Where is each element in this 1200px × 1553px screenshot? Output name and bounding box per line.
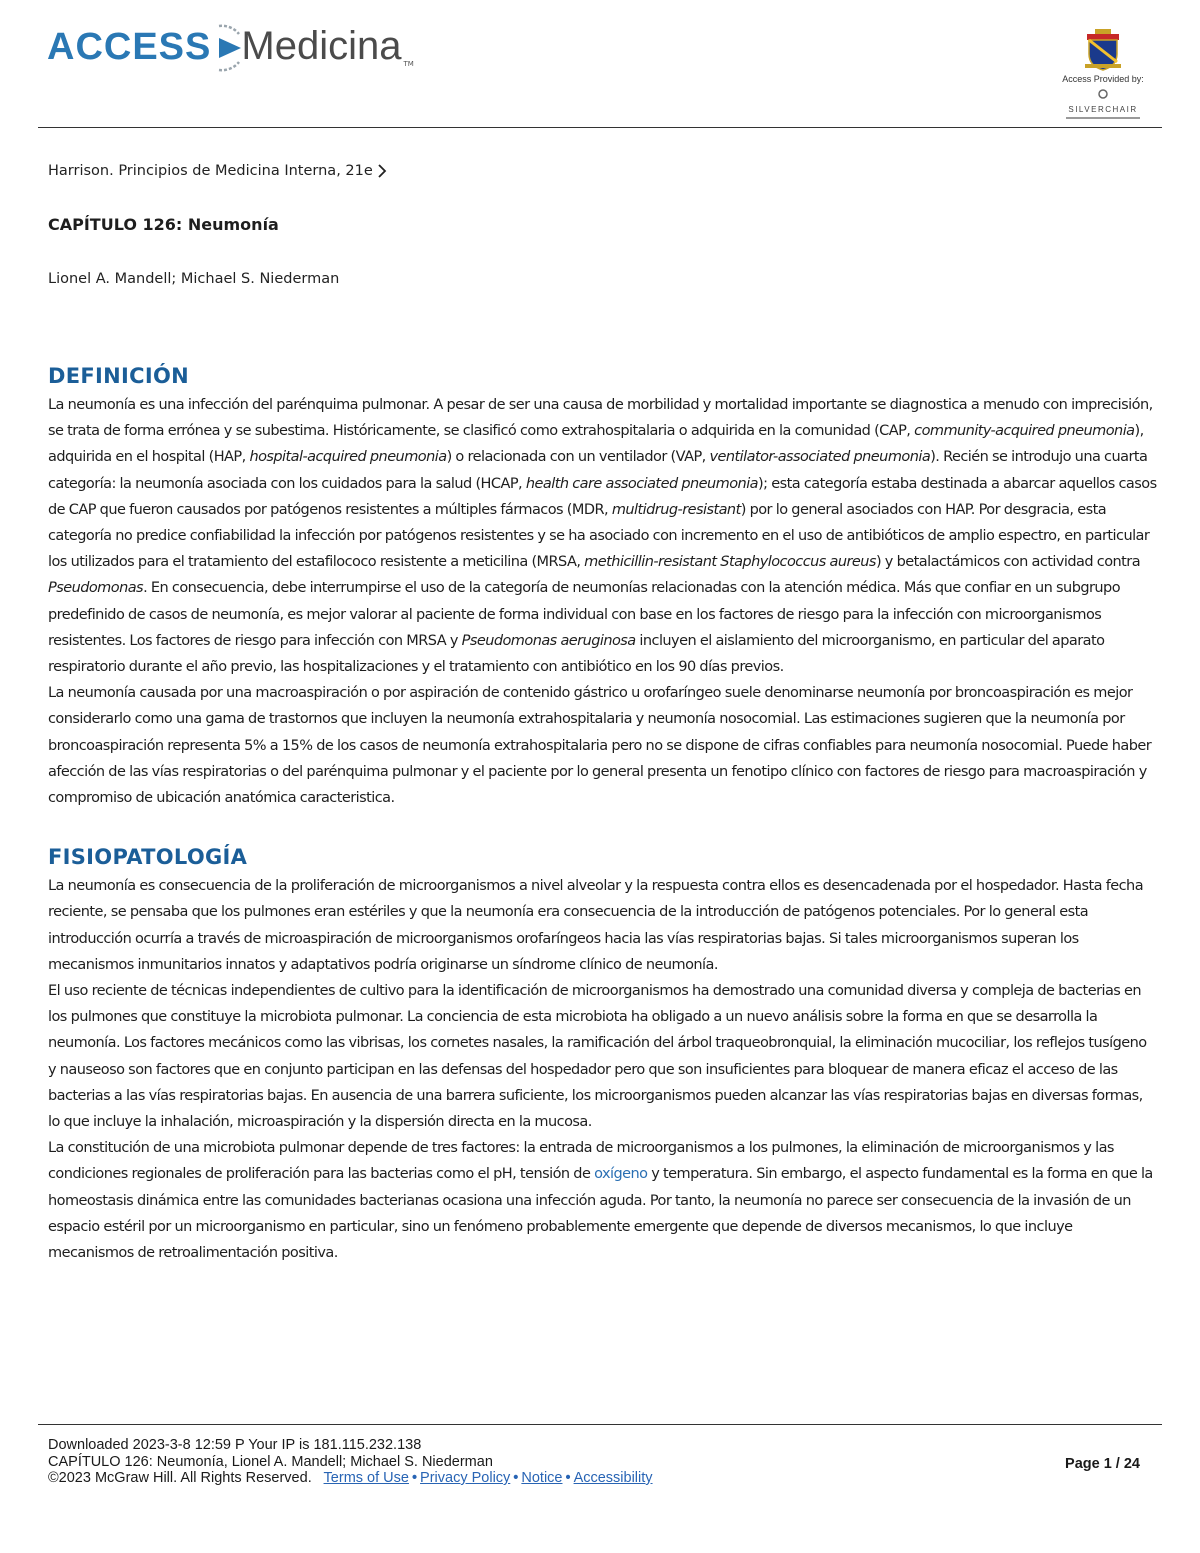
provided-by-label: Access Provided by: bbox=[1062, 74, 1144, 84]
access-provider bbox=[1046, 28, 1160, 120]
footer-divider bbox=[38, 1424, 1162, 1425]
link-separator: • bbox=[513, 1470, 519, 1486]
chapter-content bbox=[48, 155, 1158, 1266]
link-separator: • bbox=[565, 1470, 571, 1486]
chapter-authors: Lionel A. Mandell; Michael S. Niederman bbox=[48, 271, 340, 287]
chevron-right-icon bbox=[377, 163, 387, 179]
page-number: Page 1 / 24 bbox=[1065, 1456, 1140, 1472]
silverchair-icon bbox=[1097, 89, 1109, 99]
page-header bbox=[0, 0, 1200, 128]
definicion-paragraph-1: La neumonía es una infección del parénquima pulmonar. A pesar de ser una causa de morbilidad y mortalidad importante se diagnostica a menudo con imprecisión, se trata de forma errónea y se subestima. Históricamente, se clasificó como extrahospitalaria o adquirida en la comunidad (CAP, community-acquired pneumonia), adquirida en el hospital (HAP, hospital-acquired pneumonia) o relacionada con un ventilador (VAP, ventilator-associated pneumonia). Recién se introdujo una cuarta categoría: la neumonía asociada con los cuidados para la salud (HCAP, health care associated pneumonia); esta categoría estaba destinada a abarcar aquellos casos de CAP que fueron causados por patógenos resistentes a múltiples fármacos (MDR, multidrug-resistant) por lo general asociados con HAP. Por desgracia, esta categoría no predice confiabilidad la infección por patógenos resistentes y se ha asociado con incremento en el uso de antibióticos de amplio espectro, en particular los utilizados para el tratamiento del estafilococo resistente a meticilina (MRSA, methicillin-resistant Staphylococcus aureus) y betalactámicos con actividad contra Pseudomonas. En consecuencia, debe interrumpirse el uso de la categoría de neumonías relacionadas con la atención médica. Más que confiar en un subgrupo predefinido de casos de neumonía, es mejor valorar al paciente de forma individual con base en los factores de riesgo para la infección con microorganismos resistentes. Los factores de riesgo para infección con MRSA y Pseudomonas aeruginosa incluyen el aislamiento del microorganismo, en particular del aparato respiratorio durante el año previo, las hospitalizaciones y el tratamiento con antibiótico en los 90 días previos. bbox=[48, 397, 1157, 676]
section-heading-fisiopatologia: FISIOPATOLOGÍA bbox=[48, 845, 248, 870]
footer-links bbox=[48, 1470, 1158, 1487]
logo-medicina-text: Medicina bbox=[241, 24, 402, 68]
terms-of-use-link[interactable]: Terms of Use bbox=[323, 1470, 409, 1486]
notice-link[interactable]: Notice bbox=[521, 1470, 563, 1486]
oxigeno-link[interactable]: oxígeno bbox=[594, 1166, 648, 1183]
breadcrumb-book-link[interactable]: Harrison. Principios de Medicina Interna, 21e bbox=[48, 163, 373, 179]
section-heading-definicion: DEFINICIÓN bbox=[48, 364, 189, 388]
copyright-text: ©2023 McGraw Hill. All Rights Reserved. bbox=[48, 1470, 312, 1486]
logo-access-text: ACCESS bbox=[47, 26, 212, 68]
chapter-title: CAPÍTULO 126: Neumonía bbox=[48, 215, 279, 234]
privacy-policy-link[interactable]: Privacy Policy bbox=[420, 1470, 511, 1486]
header-divider bbox=[38, 127, 1162, 128]
link-separator: • bbox=[411, 1470, 418, 1486]
fisiopatologia-paragraph-1: La neumonía es consecuencia de la proliferación de microorganismos a nivel alveolar y la respuesta contra ellos es desencadenada por el hospedador. Hasta fecha reciente, se pensaba que los pulmones eran estériles y que la neumonía era consecuencia de la introducción de patógenos potenciales. Por lo general esta introducción ocurría a través de microaspiración de microorganismos orofaríngeos hacia las vías respiratorias bajas. Si tales microorganismos superan los mecanismos inmunitarios innatos y adaptativos podría originarse un síndrome clínico de neumonía. bbox=[48, 878, 1144, 973]
university-crest-icon bbox=[1083, 28, 1123, 72]
fisiopatologia-paragraph-3: La constitución de una microbiota pulmonar depende de tres factores: la entrada de microorganismos a los pulmones, la eliminación de microorganismos y las condiciones regionales de proliferación para las bacterias como el pH, tensión de oxígeno y temperatura. Sin embargo, el aspecto fundamental es la forma en que la homeostasis dinámica entre las comunidades bacterianas ocasiona una infección aguda. Por tanto, la neumonía no parece ser consecuencia de la invasión de un espacio estéril por un microorganismo en particular, sino un fenómeno probablemente emergente que depende de diversos mecanismos, lo que incluye mecanismos de retroalimentación positiva. bbox=[48, 1140, 1153, 1262]
fisiopatologia-paragraph-2: El uso reciente de técnicas independientes de cultivo para la identificación de microorganismos ha demostrado una comunidad diversa y compleja de bacterias en los pulmones que constituye la microbiota pulmonar. La conciencia de esta microbiota ha obligado a un nuevo análisis sobre la forma en que se desarrolla la neumonía. Los factores mecánicos como las vibrisas, los cornetes nasales, la ramificación del árbol traqueobronquial, la eliminación mucociliar, los reflejos tusígeno y nauseoso son factores que en conjunto participan en las defensas del hospedador pero que son insuficientes para bloquear de manera eficaz el acceso de las bacterias a las vías respiratorias bajas. En ausencia de una barrera suficiente, los microorganismos pueden alcanzar las vías respiratorias bajas en diversas formas, lo que incluye la inhalación, microaspiración y la dispersión directa en la mucosa. bbox=[48, 983, 1147, 1131]
provider-divider bbox=[1066, 117, 1140, 119]
breadcrumb[interactable] bbox=[48, 155, 1158, 187]
citation-info: CAPÍTULO 126: Neumonía, Lionel A. Mandell; Michael S. Niederman bbox=[48, 1453, 493, 1470]
provider-name: SILVERCHAIR bbox=[1068, 105, 1138, 114]
definicion-paragraph-2: La neumonía causada por una macroaspiración o por aspiración de contenido gástrico u orofaríngeo suele denominarse neumonía por broncoaspiración es mejor considerarlo como una gama de trastornos que incluyen la neumonía extrahospitalaria y neumonía nosocomial. Las estimaciones sugieren que la neumonía por broncoaspiración representa 5% a 15% de los casos de neumonía extrahospitalaria pero no se dispone de cifras confiables para neumonía nosocomial. Puede haber afección de las vías respiratorias o del parénquima pulmonar y el paciente por lo general presenta un fenotipo clínico con factores de riesgo para macroaspiración y compromiso de ubicación anatómica caracteristica. bbox=[48, 685, 1152, 807]
accessibility-link[interactable]: Accessibility bbox=[573, 1470, 653, 1486]
page-footer bbox=[48, 1437, 1158, 1487]
accessmedicina-logo[interactable] bbox=[47, 20, 414, 76]
logo-arrow-icon bbox=[213, 20, 243, 76]
logo-tm: TM bbox=[403, 60, 414, 68]
download-info: Downloaded 2023-3-8 12:59 P Your IP is 181.115.232.138 bbox=[48, 1437, 422, 1453]
